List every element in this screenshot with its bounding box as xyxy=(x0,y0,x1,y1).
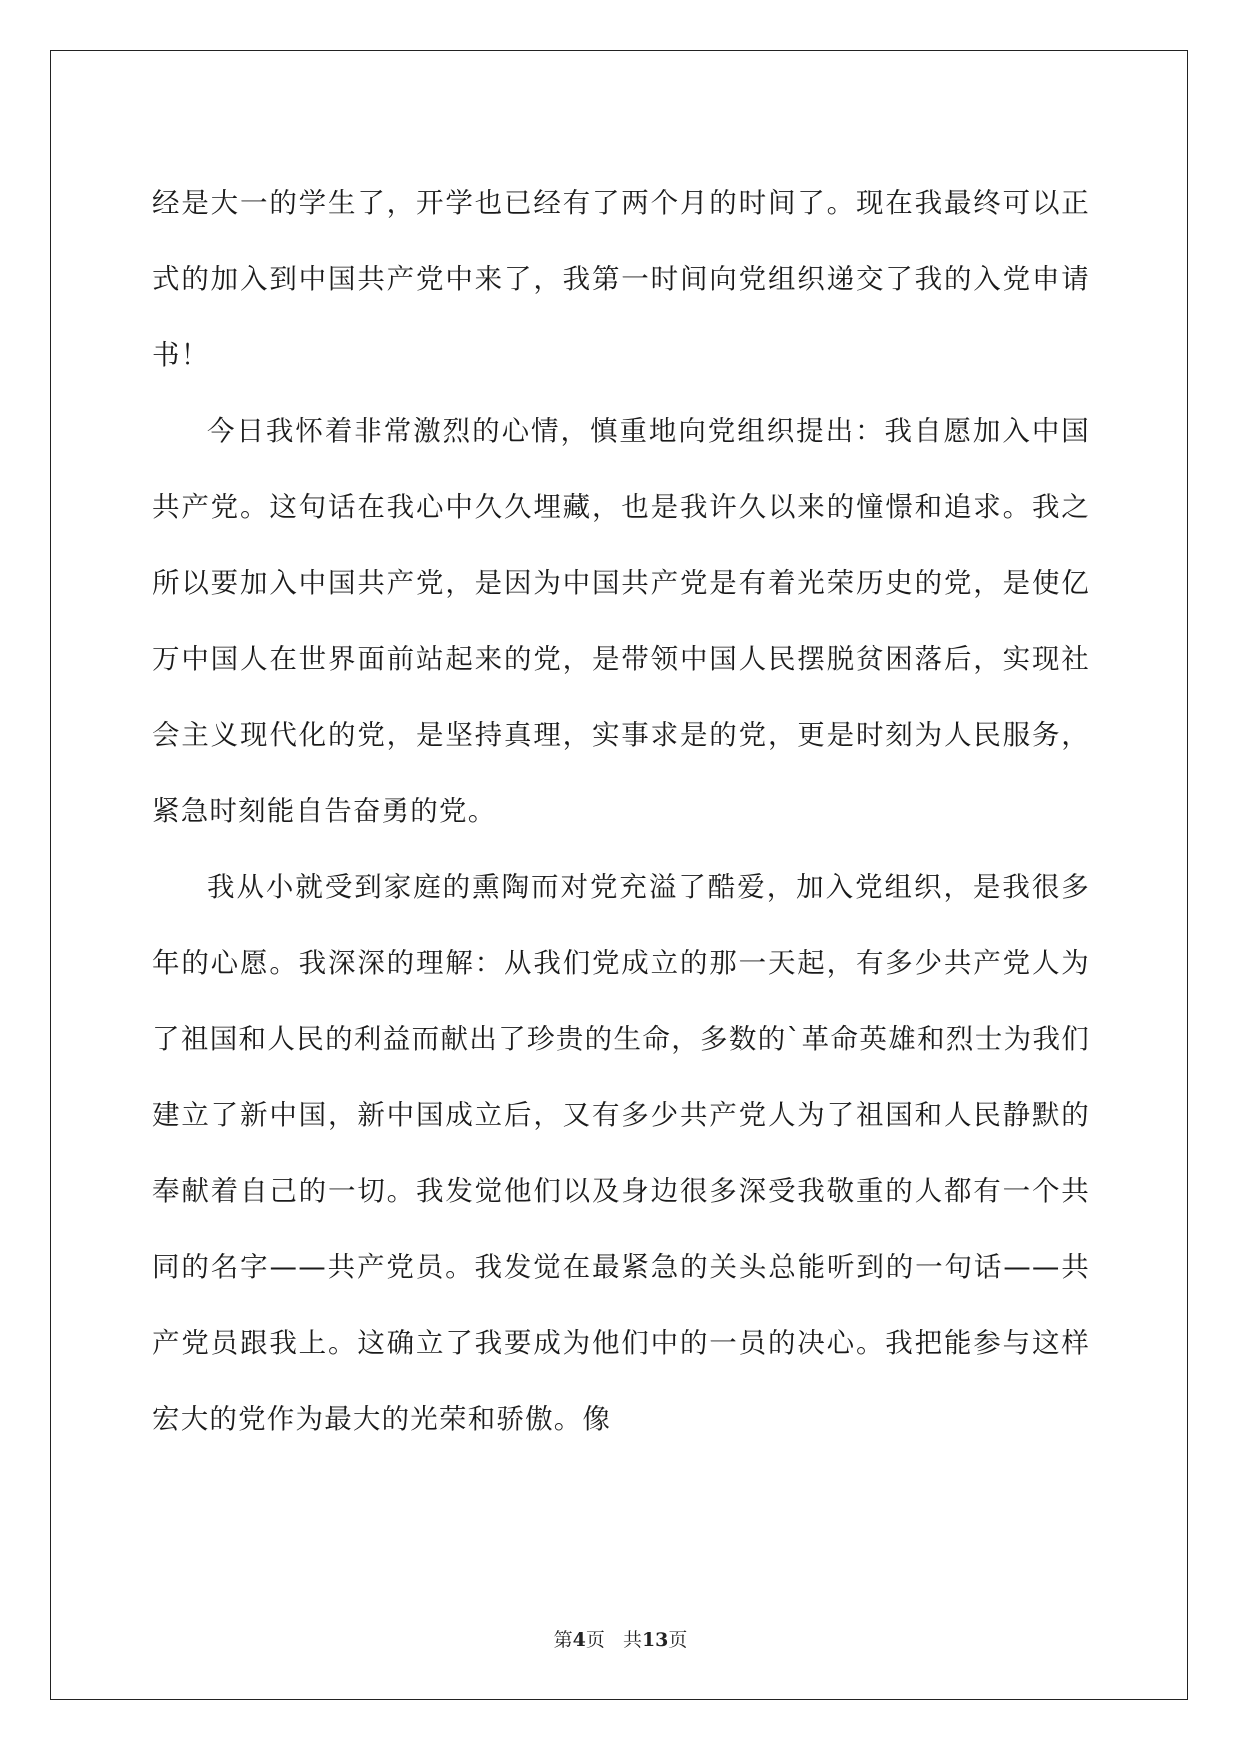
page-footer xyxy=(0,1625,1241,1652)
document-body xyxy=(152,165,1090,1457)
paragraph-2: 今日我怀着非常激烈的心情，慎重地向党组织提出：我自愿加入中国共产党。这句话在我心中久久埋藏，也是我许久以来的憧憬和追求。我之所以要加入中国共产党，是因为中国共产党是有着光荣历史的党，是使亿万中国人在世界面前站起来的党，是带领中国人民摆脱贫困落后，实现社会主义现代化的党，是坚持真理，实事求是的党，更是时刻为人民服务，紧急时刻能自告奋勇的党。 xyxy=(152,415,1090,827)
paragraph-3: 我从小就受到家庭的熏陶而对党充溢了酷爱，加入党组织，是我很多年的心愿。我深深的理解：从我们党成立的那一天起，有多少共产党人为了祖国和人民的利益而献出了珍贵的生命，多数的`革命英雄和烈士为我们建立了新中国，新中国成立后，又有多少共产党人为了祖国和人民静默的奉献着自己的一切。我发觉他们以及身边很多深受我敬重的人都有一个共同的名字——共产党员。我发觉在最紧急的关头总能听到的一句话——共产党员跟我上。这确立了我要成为他们中的一员的决心。我把能参与这样宏大的党作为最大的光荣和骄傲。像 xyxy=(152,871,1090,1435)
total-page-count: 13 xyxy=(641,1629,669,1651)
footer-prefix: 第 xyxy=(553,1629,573,1651)
footer-suffix: 页 xyxy=(668,1629,688,1651)
footer-middle: 页 共 xyxy=(585,1629,642,1651)
current-page-number: 4 xyxy=(572,1629,586,1651)
paragraph-1: 经是大一的学生了，开学也已经有了两个月的时间了。现在我最终可以正式的加入到中国共产党中来了，我第一时间向党组织递交了我的入党申请书！ xyxy=(152,187,1090,371)
